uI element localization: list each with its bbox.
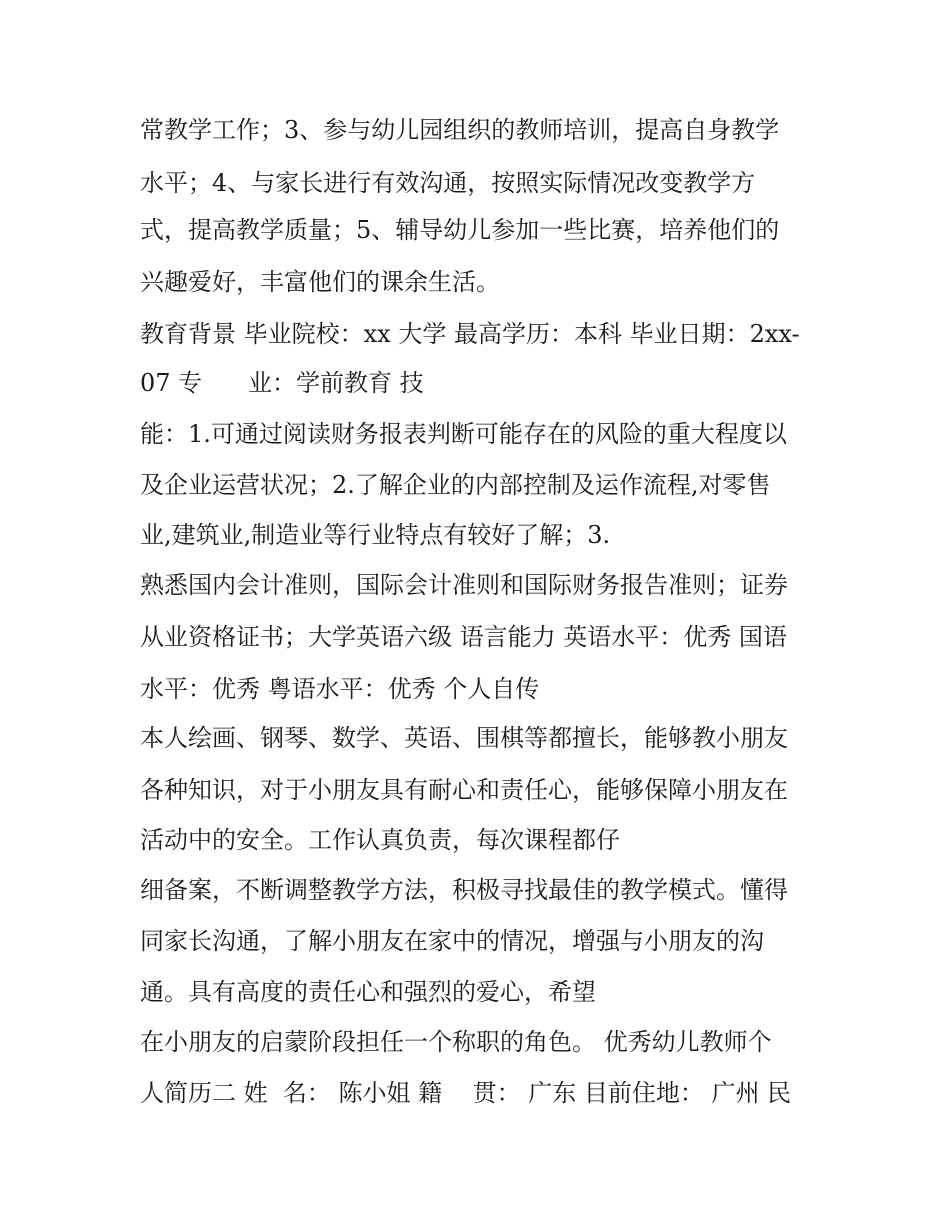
text-line: 熟悉国内会计准则，国际会计准则和国际财务报告准则；证券 (140, 571, 788, 599)
text-line: 式，提高教学质量；5、辅导幼儿参加一些比赛，培养他们的 (140, 216, 780, 244)
text-line: 在小朋友的启蒙阶段担任一个称职的角色。 优秀幼儿教师个 (140, 1028, 772, 1056)
text-line: 从业资格证书；大学英语六级 语言能力 英语水平：优秀 国语 (140, 623, 787, 651)
text-line: 通。具有高度的责任心和强烈的爱心，希望 (140, 978, 596, 1006)
text-line: 教育背景 毕业院校：xx 大学 最高学历：本科 毕业日期：2xx- (140, 320, 800, 348)
text-line: 细备案，不断调整教学方法，积极寻找最佳的教学模式。懂得 (140, 876, 788, 904)
text-line: 07 专 业：学前教育 技 (140, 369, 424, 397)
text-line: 活动中的安全。工作认真负责，每次课程都仔 (140, 826, 620, 854)
text-line: 人简历二 姓 名： 陈小姐 籍 贯： 广东 目前住地： 广州 民 (140, 1079, 792, 1107)
text-line: 能：1.可通过阅读财务报表判断可能存在的风险的重大程度以 (140, 420, 787, 448)
text-line: 同家长沟通，了解小朋友在家中的情况，增强与小朋友的沟 (140, 927, 764, 955)
text-line: 本人绘画、钢琴、数学、英语、围棋等都擅长，能够教小朋友 (140, 724, 788, 752)
text-line: 水平；4、与家长进行有效沟通，按照实际情况改变教学方 (140, 169, 756, 197)
text-line: 业,建筑业,制造业等行业特点有较好了解；3. (140, 521, 611, 549)
text-line: 兴趣爱好，丰富他们的课余生活。 (140, 268, 500, 296)
text-line: 水平：优秀 粤语水平：优秀 个人自传 (140, 675, 540, 703)
text-line: 常教学工作；3、参与幼儿园组织的教师培训，提高自身教学 (140, 116, 780, 144)
text-line: 及企业运营状况；2.了解企业的内部控制及运作流程,对零售 (140, 471, 771, 499)
text-line: 各种知识，对于小朋友具有耐心和责任心，能够保障小朋友在 (140, 776, 788, 804)
